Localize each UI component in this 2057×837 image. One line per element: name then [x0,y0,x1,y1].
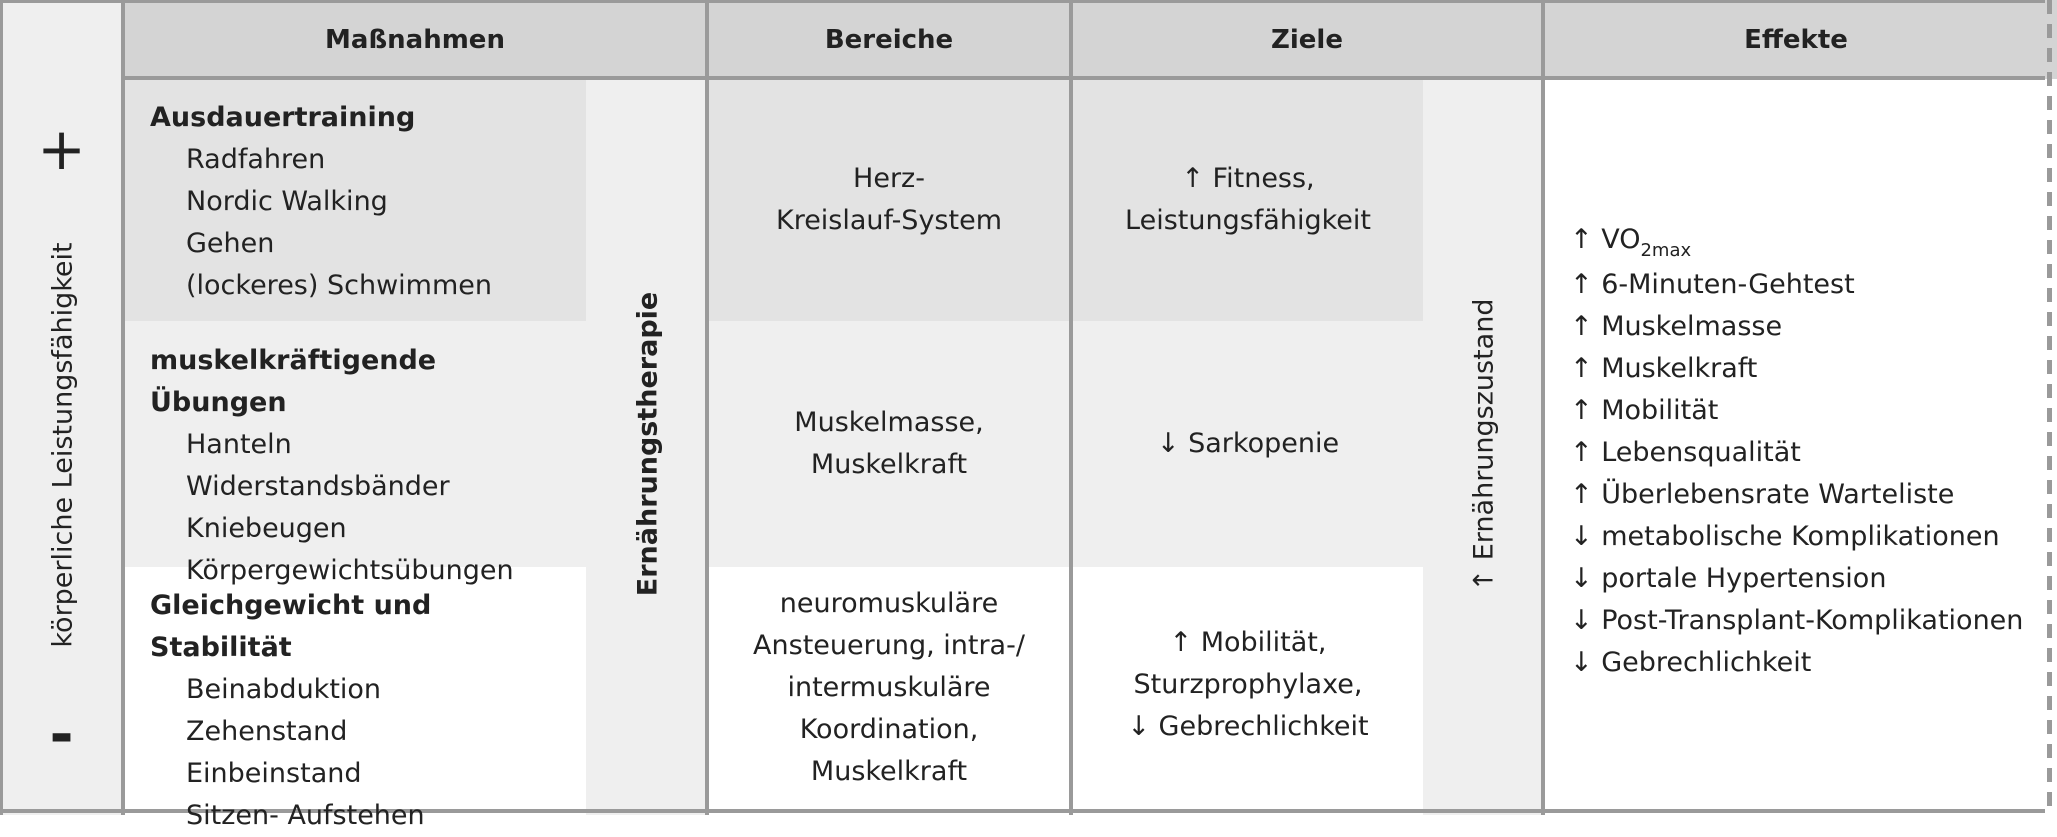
effect-item: ↑ Muskelkraft [1570,353,1758,384]
measure-title: muskelkräftigende Übungen [150,345,437,418]
bereich-line: Herz- [853,163,925,194]
ziel-line: ↓ Sarkopenie [1156,428,1340,459]
effect-item: ↑ Muskelmasse [1570,311,1783,342]
measure-title: Gleichgewicht und Stabilität [150,590,432,663]
ziel-row1 [1073,79,1423,321]
col-divider-3 [1541,0,1545,815]
ziel-line: Sturzprophylaxe, [1133,669,1363,700]
ziel-row2 [1073,321,1423,567]
effect-item: ↓ Post-Transplant-Komplikationen [1570,605,2024,636]
measure-block-gleichgewicht [150,585,580,837]
bereich-line: Ansteuerung, intra-/ [753,630,1025,661]
measure-block-ausdauer [150,97,580,307]
plus-sign: + [37,115,86,183]
measure-item: Gehen [186,228,275,259]
ziel-line: ↓ Gebrechlichkeit [1127,711,1369,742]
bereich-line: neuromuskuläre [779,588,999,619]
side-label: körperliche Leistungsfähigkeit [47,242,79,648]
measure-item: Zehenstand [186,716,348,747]
bereich-line: Muskelkraft [810,756,968,787]
measure-item: Hanteln [186,429,292,460]
bereich-line: Koordination, [799,714,979,745]
effect-item: ↑ Mobilität [1570,395,1719,426]
vo2-prefix: ↑ VO [1570,224,1641,255]
header-massnahmen: Maßnahmen [125,3,705,76]
ziel-line: ↑ Mobilität, [1169,627,1327,658]
bereich-row3 [709,567,1069,809]
ernaehrungszustand-label: ↑ Ernährungszustand [1468,298,1500,592]
measure-item: Einbeinstand [186,758,362,789]
effect-item: ↑ Lebensqualität [1570,437,1801,468]
effect-item-vo2 [1570,219,2040,264]
ernaehrungstherapie-label: Ernährungstherapie [632,291,664,597]
minus-sign: - [49,700,74,768]
bereich-line: Muskelmasse, [794,407,984,438]
measure-item: Körpergewichtsübungen [186,555,514,586]
bereich-line: intermuskuläre [787,672,991,703]
effect-item: ↑ Überlebensrate Warteliste [1570,479,1955,510]
header-effekte: Effekte [1545,3,2047,76]
ziel-row3 [1073,590,1423,780]
bereich-row1 [709,79,1069,321]
effect-item: ↑ 6-Minuten-Gehtest [1570,269,1855,300]
effect-item: ↓ portale Hypertension [1570,563,1887,594]
bereich-row2 [709,321,1069,567]
measure-item: Widerstandsbänder [186,471,450,502]
header-bereiche: Bereiche [709,3,1069,76]
measure-title: Ausdauertraining [150,102,416,133]
measure-item: (lockeres) Schwimmen [186,270,492,301]
measure-block-kraft [150,340,580,592]
effect-item: ↓ metabolische Komplikationen [1570,521,2000,552]
bereich-line: Muskelkraft [810,449,968,480]
measure-item: Sitzen- Aufstehen [186,800,425,831]
effect-item: ↓ Gebrechlichkeit [1570,647,1812,678]
effects-list [1570,219,2040,684]
measure-item: Radfahren [186,144,326,175]
measure-item: Kniebeugen [186,513,347,544]
bereich-line: Kreislauf-System [775,205,1002,236]
vo2-subscript: 2max [1640,240,1692,261]
measure-item: Beinabduktion [186,674,382,705]
right-dashed-edge [2047,0,2052,815]
ziel-line: ↑ Fitness, [1181,163,1315,194]
ziel-line: Leistungsfähigkeit [1125,205,1371,236]
measure-item: Nordic Walking [186,186,388,217]
header-ziele: Ziele [1073,3,1541,76]
